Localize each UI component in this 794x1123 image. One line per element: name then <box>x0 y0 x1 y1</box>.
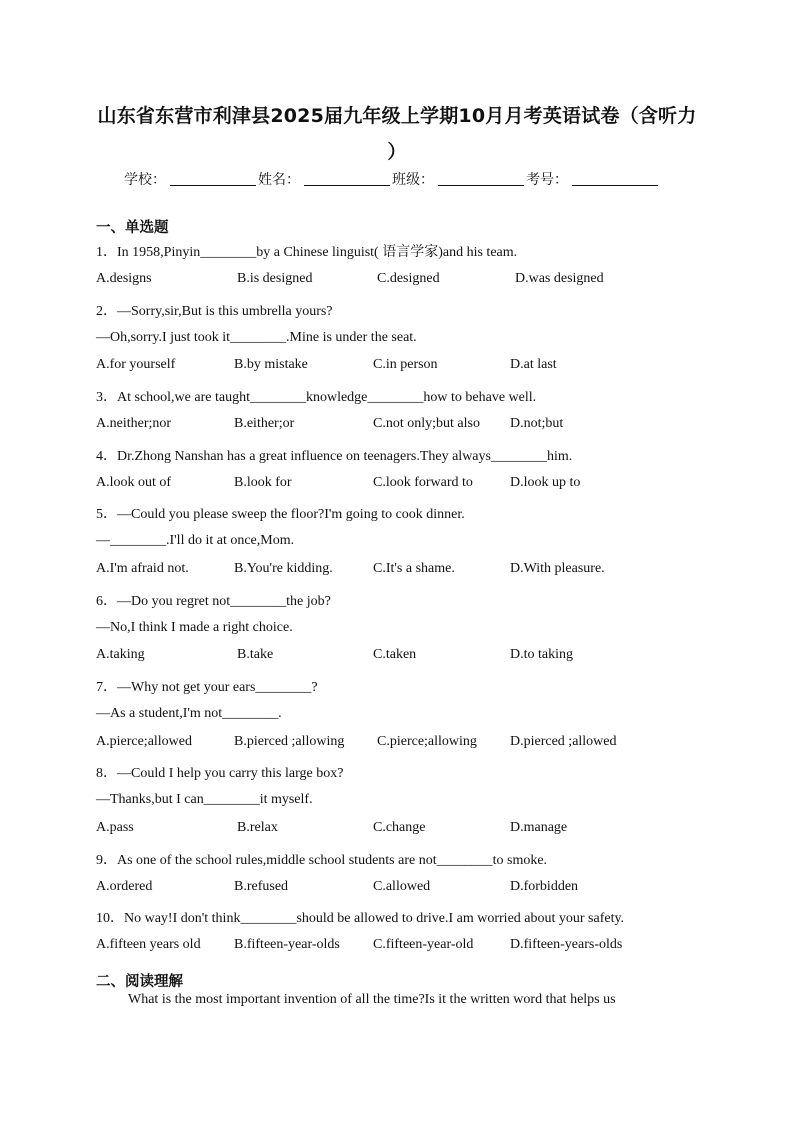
reading-passage-first-line: What is the most important invention of all the time?Is it the written word that helps us <box>128 992 616 1007</box>
exam-title <box>60 98 734 170</box>
q10-option-a: A.fifteen years old <box>96 937 201 952</box>
q10-option-b: B.fifteen-year-olds <box>234 937 340 952</box>
class-blank <box>438 171 524 186</box>
question-stem-10: 10．No way!I don't think________should be allowed to drive.I am worried about your safety. <box>96 911 625 926</box>
exam-title-line2: ） <box>387 141 407 163</box>
q10-option-d: D.fifteen-years-olds <box>510 937 623 952</box>
question-stem-6: 6．—Do you regret not________the job? <box>96 594 331 609</box>
section-heading-single-choice: 一、单选题 <box>96 220 169 236</box>
question-stem-8: 8．—Could I help you carry this large box? <box>96 766 344 781</box>
q8-option-c: C.change <box>373 820 426 835</box>
q3-option-d: D.not;but <box>510 416 564 431</box>
q5-option-b: B.You're kidding. <box>234 561 333 576</box>
q4-option-c: C.look forward to <box>373 475 473 490</box>
name-label: 姓名： <box>258 172 300 188</box>
q3-option-b: B.either;or <box>234 416 295 431</box>
q7-option-c: C.pierce;allowing <box>377 734 477 749</box>
q1-option-c: C.designed <box>377 271 440 286</box>
student-info-row <box>124 169 660 189</box>
question-stem-7: 7．—Why not get your ears________? <box>96 680 318 695</box>
q1-option-a: A.designs <box>96 271 152 286</box>
q9-option-d: D.forbidden <box>510 879 579 894</box>
q1-option-d: D.was designed <box>515 271 604 286</box>
question-stem-5-reply: —________.I'll do it at once,Mom. <box>96 533 295 548</box>
name-blank <box>304 171 390 186</box>
q3-option-a: A.neither;nor <box>96 416 172 431</box>
question-stem-9: 9．As one of the school rules,middle school students are not________to smoke. <box>96 853 548 868</box>
q9-option-a: A.ordered <box>96 879 153 894</box>
q6-option-a: A.taking <box>96 647 145 662</box>
question-stem-4: 4．Dr.Zhong Nanshan has a great influence on teenagers.They always________him. <box>96 449 573 464</box>
school-label: 学校： <box>124 172 166 188</box>
exam-title-line1: 山东省东营市利津县2025届九年级上学期10月月考英语试卷（含听力 <box>97 105 697 127</box>
q8-option-a: A.pass <box>96 820 134 835</box>
q5-option-a: A.I'm afraid not. <box>96 561 189 576</box>
question-stem-8-reply: —Thanks,but I can________it myself. <box>96 792 313 807</box>
q3-option-c: C.not only;but also <box>373 416 480 431</box>
q2-option-a: A.for yourself <box>96 357 176 372</box>
q8-option-b: B.relax <box>237 820 278 835</box>
q9-option-c: C.allowed <box>373 879 431 894</box>
question-stem-6-reply: —No,I think I made a right choice. <box>96 620 293 635</box>
q10-option-c: C.fifteen-year-old <box>373 937 474 952</box>
q2-option-d: D.at last <box>510 357 557 372</box>
section-heading-reading: 二、阅读理解 <box>96 974 183 990</box>
q6-option-d: D.to taking <box>510 647 573 662</box>
q1-option-b: B.is designed <box>237 271 313 286</box>
question-stem-5: 5．—Could you please sweep the floor?I'm going to cook dinner. <box>96 507 465 522</box>
q4-option-b: B.look for <box>234 475 292 490</box>
number-blank <box>572 171 658 186</box>
question-stem-2: 2．—Sorry,sir,But is this umbrella yours? <box>96 304 333 319</box>
question-stem-1: 1．In 1958,Pinyin________by a Chinese linguist( 语言学家)and his team. <box>96 245 518 260</box>
q5-option-c: C.It's a shame. <box>373 561 455 576</box>
school-blank <box>170 171 256 186</box>
q4-option-d: D.look up to <box>510 475 581 490</box>
q7-option-b: B.pierced ;allowing <box>234 734 345 749</box>
q5-option-d: D.With pleasure. <box>510 561 605 576</box>
q7-option-d: D.pierced ;allowed <box>510 734 617 749</box>
q6-option-c: C.taken <box>373 647 417 662</box>
q9-option-b: B.refused <box>234 879 289 894</box>
number-label: 考号： <box>526 172 568 188</box>
question-stem-7-reply: —As a student,I'm not________. <box>96 706 282 721</box>
q2-option-c: C.in person <box>373 357 438 372</box>
q8-option-d: D.manage <box>510 820 568 835</box>
question-stem-2-reply: —Oh,sorry.I just took it________.Mine is under the seat. <box>96 330 417 345</box>
question-stem-3: 3．At school,we are taught________knowledge________how to behave well. <box>96 390 537 405</box>
q7-option-a: A.pierce;allowed <box>96 734 193 749</box>
q2-option-b: B.by mistake <box>234 357 308 372</box>
q4-option-a: A.look out of <box>96 475 172 490</box>
q6-option-b: B.take <box>237 647 274 662</box>
class-label: 班级： <box>392 172 434 188</box>
